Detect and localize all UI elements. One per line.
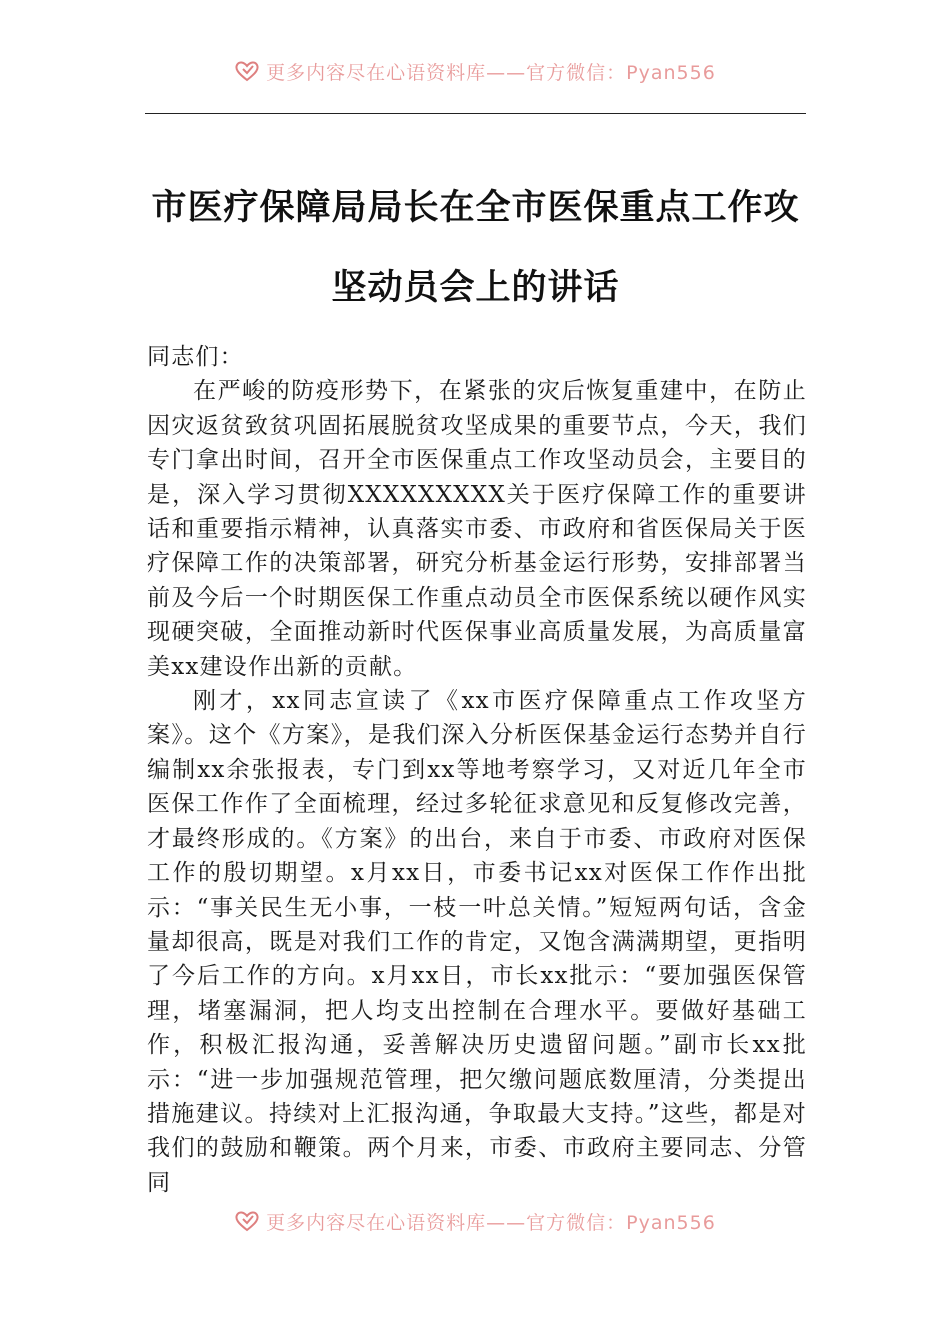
heart-logo-icon [234, 60, 260, 82]
paragraph: 刚才，xx同志宣读了《xx市医疗保障重点工作攻坚方案》。这个《方案》，是我们深入分析医保基金运行态势并自行编制xx余张报表，专门到xx等地考察学习，又对近几年全市医保工作作了全面梳理，经过多轮征求意见和反复修改完善，才最终形成的。《方案》的出台，来自于市委、市政府对医保工作的殷切期望。x月xx日，市委书记xx对医保工作作出批示：“事关民生无小事，一枝一叶总关情。”短短两句话，含金量却很高，既是对我们工作的肯定，又饱含满满期望，更指明了今后工作的方向。x月xx日，市长xx批示：“要加强医保管理，堵塞漏洞，把人均支出控制在合理水平。要做好基础工作，积极汇报沟通，妥善解决历史遗留问题。”副市长xx批示：“进一步加强规范管理，把欠缴问题底数厘清，分类提出措施建议。持续对上汇报沟通，争取最大支持。”这些，都是对我们的鼓励和鞭策。两个月来，市委、市政府主要同志、分管同 [147, 688, 807, 1196]
watermark-bottom [0, 1206, 950, 1236]
header-rule [145, 113, 806, 114]
title-line-1: 市医疗保障局局长在全市医保重点工作攻 [151, 188, 800, 228]
title-line-2: 坚动员会上的讲话 [331, 268, 620, 308]
document-title [145, 168, 806, 328]
heart-logo-icon [234, 1210, 260, 1232]
watermark-top [0, 56, 950, 86]
document-body [147, 340, 807, 1200]
watermark-text: 更多内容尽在心语资料库——官方微信：Pyan556 [266, 61, 716, 84]
watermark-text: 更多内容尽在心语资料库——官方微信：Pyan556 [266, 1211, 716, 1234]
paragraph: 在严峻的防疫形势下，在紧张的灾后恢复重建中，在防止因灾返贫致贫巩固拓展脱贫攻坚成果的重要节点，今天，我们专门拿出时间，召开全市医保重点工作攻坚动员会，主要目的是，深入学习贯彻XXXXXXXXX关于医疗保障工作的重要讲话和重要指示精神，认真落实市委、市政府和省医保局关于医疗保障工作的决策部署，研究分析基金运行形势，安排部署当前及今后一个时期医保工作重点动员全市医保系统以硬作风实现硬突破，全面推动新时代医保事业高质量发展，为高质量富美xx建设作出新的贡献。 [147, 378, 807, 680]
salutation: 同志们： [147, 344, 244, 370]
